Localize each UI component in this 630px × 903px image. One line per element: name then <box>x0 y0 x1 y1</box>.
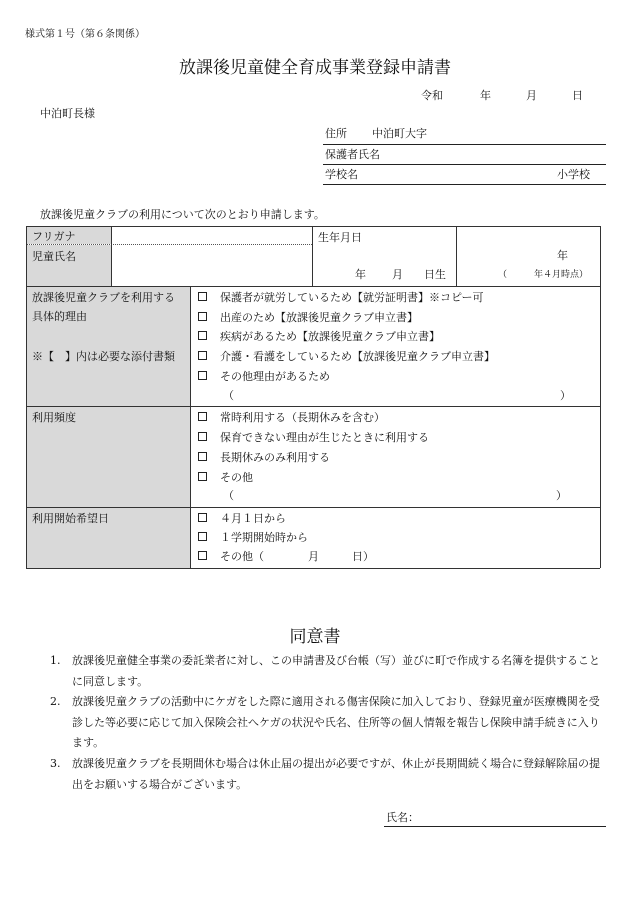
consent-item-2 <box>50 692 610 754</box>
consent-item-text: 放課後児童クラブを長期間休む場合は休止届の提出が必要ですが、休止が長期間続く場合に登録解除届の提出をお願いする場合がございます。 <box>72 757 600 791</box>
grade-col-divider <box>456 226 457 286</box>
checkbox[interactable] <box>198 551 207 560</box>
row-divider-1 <box>26 286 600 287</box>
checkbox[interactable] <box>198 312 207 321</box>
consent-title: 同意書 <box>289 627 341 647</box>
reason-label-1: 放課後児童クラブを利用する <box>32 291 175 304</box>
consent-item-text: 放課後児童健全事業の委託業者に対し、この申請書及び台帳（写）並びに町で作成する名簿を提供することに同意します。 <box>72 654 600 688</box>
birth-day: 日生 <box>424 268 446 281</box>
school-suffix: 小学校 <box>557 168 590 181</box>
address-underline <box>323 144 606 145</box>
label-col-divider <box>190 286 191 568</box>
furigana-divider <box>26 244 312 245</box>
signature-underline[interactable] <box>384 826 606 827</box>
date-year: 年 <box>480 89 491 102</box>
guardian-underline[interactable] <box>323 164 606 165</box>
child-name-input[interactable] <box>113 246 310 285</box>
date-era: 令和 <box>421 89 443 102</box>
start-label: 利用開始希望日 <box>32 512 109 525</box>
birthdate-label: 生年月日 <box>318 231 362 244</box>
grade-note-open: （ <box>498 270 508 280</box>
reason-label-2: 具体的理由 <box>32 310 87 323</box>
frequency-label: 利用頻度 <box>32 411 76 424</box>
consent-item-number: 1. <box>50 654 61 667</box>
checkbox[interactable] <box>198 432 207 441</box>
row-divider-3 <box>26 507 600 508</box>
birthdate-col-divider <box>312 226 313 286</box>
child-name-label: 児童氏名 <box>32 250 76 263</box>
checkbox[interactable] <box>198 351 207 360</box>
consent-item-number: 3. <box>50 757 61 770</box>
consent-item-3 <box>50 754 610 795</box>
birth-year: 年 <box>355 268 366 281</box>
label-col-divider-top <box>111 226 112 286</box>
table-right-border <box>600 226 601 568</box>
frequency-other-paren-open: （ <box>223 489 234 502</box>
school-underline[interactable] <box>323 184 606 185</box>
checkbox[interactable] <box>198 472 207 481</box>
table-top-border <box>26 226 600 227</box>
consent-item-number: 2. <box>50 695 61 708</box>
reason-other-paren-close: ） <box>560 389 571 402</box>
table-bottom-border <box>26 568 600 569</box>
grade-note: 年４月時点） <box>534 270 589 280</box>
grade-year: 年 <box>557 249 568 262</box>
school-label: 学校名 <box>325 168 358 181</box>
form-number: 様式第１号（第６条関係） <box>25 29 145 40</box>
table-left-border <box>26 226 27 568</box>
address-value[interactable]: 中泊町大字 <box>372 127 427 140</box>
frequency-other-paren-close: ） <box>556 489 567 502</box>
reason-note: ※【 】内は必要な添付書類 <box>32 350 175 363</box>
checkbox[interactable] <box>198 513 207 522</box>
birth-month: 月 <box>392 268 403 281</box>
furigana-label: フリガナ <box>32 230 76 243</box>
date-month: 月 <box>526 89 537 102</box>
checkbox[interactable] <box>198 412 207 421</box>
checkbox[interactable] <box>198 292 207 301</box>
guardian-label: 保護者氏名 <box>325 148 380 161</box>
checkbox[interactable] <box>198 371 207 380</box>
checkbox[interactable] <box>198 452 207 461</box>
reason-label-cell <box>27 287 190 406</box>
consent-item-text: 放課後児童クラブの活動中にケガをした際に適用される傷害保険に加入しており、登録児童が医療機関を受診した等必要に応じて加入保険会社へケガの状況や氏名、住所等の個人情報を報告し保険申請手続きに入ります。 <box>72 695 600 749</box>
checkbox[interactable] <box>198 532 207 541</box>
signature-label: 氏名： <box>386 811 419 824</box>
furigana-input[interactable] <box>113 228 310 243</box>
consent-item-1 <box>50 651 610 692</box>
date-day: 日 <box>572 89 583 102</box>
page-title: 放課後児童健全育成事業登録申請書 <box>179 58 451 78</box>
row-divider-2 <box>26 406 600 407</box>
address-label: 住所 <box>325 127 347 140</box>
addressee: 中泊町長様 <box>40 107 95 120</box>
checkbox[interactable] <box>198 331 207 340</box>
reason-other-paren-open: （ <box>223 389 234 402</box>
intro-text: 放課後児童クラブの利用について次のとおり申請します。 <box>40 208 325 221</box>
